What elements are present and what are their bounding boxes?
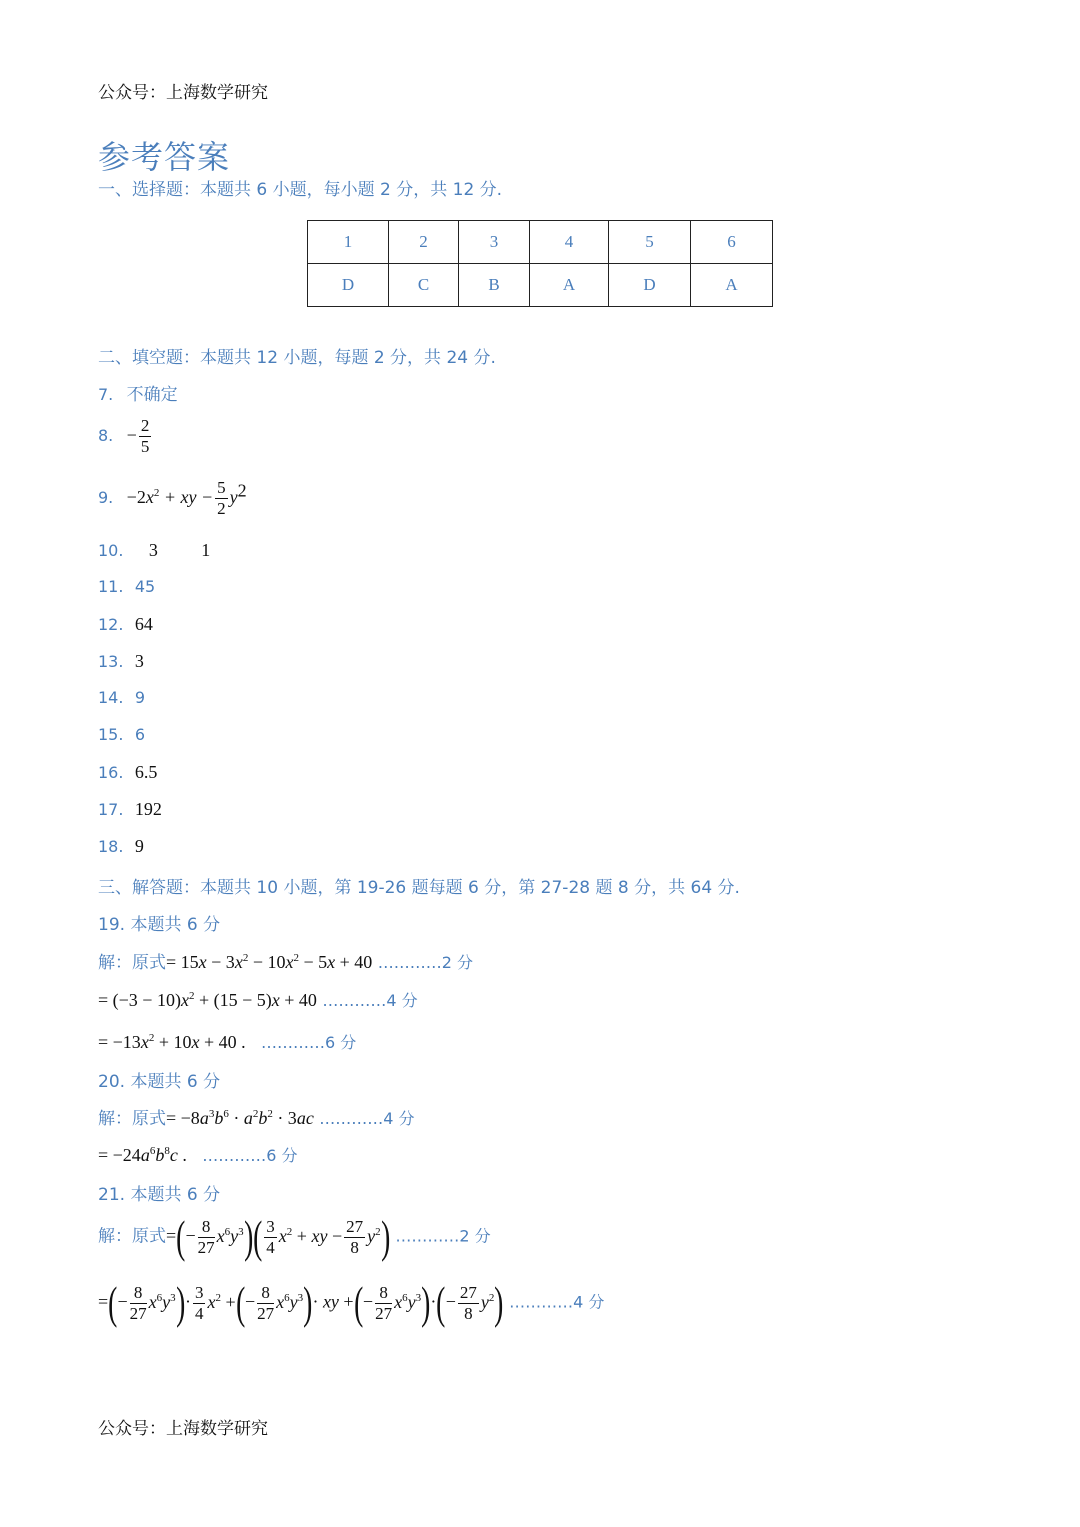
question-number: 14. bbox=[98, 688, 124, 707]
q21-step1: 解：原式=(− $\frac{8}{27}$ $x^6y^3$)( $\frac{3}{4}$ $x^2$ + xy − $\frac{27}{8}$ $y^2$) …………2 分 bbox=[98, 1211, 491, 1262]
solution-label: 解：原式 bbox=[98, 953, 166, 973]
question-number: 18. bbox=[98, 837, 124, 856]
points-marker: …………4 分 bbox=[319, 1109, 415, 1128]
q20-heading: 20. 本题共 6 分 bbox=[98, 1072, 221, 1092]
table-cell: 2 bbox=[389, 221, 459, 264]
table-cell: 1 bbox=[308, 221, 389, 264]
table-cell: 5 bbox=[609, 221, 691, 264]
answer-q14 bbox=[98, 688, 145, 708]
answer-fraction bbox=[139, 416, 152, 457]
denominator: 2 bbox=[217, 499, 226, 518]
q20-step2: = $-24a^6b^8c$ . …………6 分 bbox=[98, 1145, 298, 1165]
points-marker: …………2 分 bbox=[377, 953, 473, 972]
question-number: 10. bbox=[98, 541, 124, 560]
denominator: 5 bbox=[140, 437, 150, 456]
section-fill-heading: 二、填空题：本题共 12 小题，每题 2 分，共 24 分. bbox=[98, 348, 496, 368]
points-marker: …………4 分 bbox=[509, 1292, 605, 1312]
points-marker: …………6 分 bbox=[261, 1033, 357, 1052]
table-cell: A bbox=[530, 264, 609, 307]
numerator: 2 bbox=[140, 416, 150, 435]
answer-text: 9 bbox=[134, 688, 146, 707]
q20-step1: 解：原式= $-8a^3b^6 \cdot a^2b^2 \cdot 3ac$ …………4 分 bbox=[98, 1108, 415, 1129]
q19-step3: = $-13x^2 + 10x + 40$ . …………6 分 bbox=[98, 1032, 357, 1052]
answer-text: 6.5 bbox=[134, 762, 158, 782]
table-cell: C bbox=[389, 264, 459, 307]
table-cell: 6 bbox=[691, 221, 773, 264]
question-number: 16. bbox=[98, 763, 124, 782]
question-number: 7. bbox=[98, 385, 114, 404]
answer-q16 bbox=[98, 762, 157, 783]
table-cell: B bbox=[459, 264, 530, 307]
q19-heading: 19. 本题共 6 分 bbox=[98, 915, 221, 935]
answer-sign: − bbox=[126, 425, 137, 445]
q21-step2: =(− $\frac{8}{27}$ $x^6y^3)\cdot$ $\frac{3}{4}$ $x^2$ +(− $\frac{8}{27}$ $x^6y^3)\cdot$ xy +(− $\frac{8}{27}$ $x^6y^3)\cdot(-$ $\frac{27}{8}$ $y^2$) …………4 分 bbox=[98, 1277, 605, 1328]
answer-q9: 9. $-2x^2$ + xy − $\frac{5}{2}$ $y^2$ bbox=[98, 478, 247, 518]
question-number: 15. bbox=[98, 725, 124, 744]
answer-q8 bbox=[98, 416, 153, 457]
solution-label: 解：原式 bbox=[98, 1109, 166, 1129]
answer-table bbox=[307, 220, 773, 307]
table-cell: 4 bbox=[530, 221, 609, 264]
answer-text: 45 bbox=[134, 577, 156, 596]
page-title: 参考答案 bbox=[98, 138, 231, 176]
question-number: 8. bbox=[98, 426, 114, 445]
answer-q15 bbox=[98, 725, 145, 745]
answer-table-row-numbers bbox=[308, 221, 773, 264]
answer-q13 bbox=[98, 651, 144, 672]
answer-q18 bbox=[98, 836, 144, 857]
section-solution-heading: 三、解答题：本题共 10 小题，第 19-26 题每题 6 分，第 27-28 题 8 分，共 64 分. bbox=[98, 878, 740, 898]
question-number: 9. bbox=[98, 488, 114, 507]
answer-term: −2 bbox=[126, 487, 146, 507]
section-choice-heading: 一、选择题：本题共 6 小题，每小题 2 分，共 12 分. bbox=[98, 180, 503, 200]
table-cell: A bbox=[691, 264, 773, 307]
answer-q11 bbox=[98, 577, 155, 597]
answer-text: 不确定 bbox=[126, 385, 178, 405]
page-footer: 公众号：上海数学研究 bbox=[98, 1419, 268, 1439]
q21-heading: 21. 本题共 6 分 bbox=[98, 1185, 221, 1205]
numerator: 5 bbox=[217, 478, 226, 497]
answer-text: 6 bbox=[134, 725, 146, 744]
answer-term: + xy − bbox=[163, 487, 214, 507]
table-cell: D bbox=[308, 264, 389, 307]
answer-q7 bbox=[98, 380, 178, 405]
answer-q10 bbox=[98, 540, 210, 561]
question-number: 12. bbox=[98, 615, 124, 634]
points-marker: …………6 分 bbox=[202, 1146, 298, 1165]
answer-fraction bbox=[215, 478, 228, 519]
answer-text: 3 bbox=[148, 540, 158, 560]
page-header: 公众号：上海数学研究 bbox=[98, 83, 268, 103]
points-marker: …………4 分 bbox=[322, 991, 418, 1010]
answer-q12 bbox=[98, 614, 153, 635]
question-number: 17. bbox=[98, 800, 124, 819]
question-number: 13. bbox=[98, 652, 124, 671]
solution-label: 解：原式 bbox=[98, 1226, 166, 1247]
answer-table-row-answers bbox=[308, 264, 773, 307]
table-cell: 3 bbox=[459, 221, 530, 264]
points-marker: …………2 分 bbox=[395, 1226, 491, 1246]
answer-text: 192 bbox=[134, 799, 162, 819]
answer-text: 64 bbox=[134, 614, 153, 634]
answer-q17 bbox=[98, 799, 162, 820]
q19-step2: = $(-3 - 10)x^2 + (15 - 5)x + 40$ …………4 分 bbox=[98, 990, 418, 1010]
table-cell: D bbox=[609, 264, 691, 307]
answer-text: 3 bbox=[134, 651, 144, 671]
answer-text: 1 bbox=[201, 540, 211, 560]
q19-step1: 解：原式= $15x - 3x^2 - 10x^2 - 5x + 40$ …………2 分 bbox=[98, 952, 473, 973]
answer-text: 9 bbox=[134, 836, 144, 856]
question-number: 11. bbox=[98, 577, 124, 596]
